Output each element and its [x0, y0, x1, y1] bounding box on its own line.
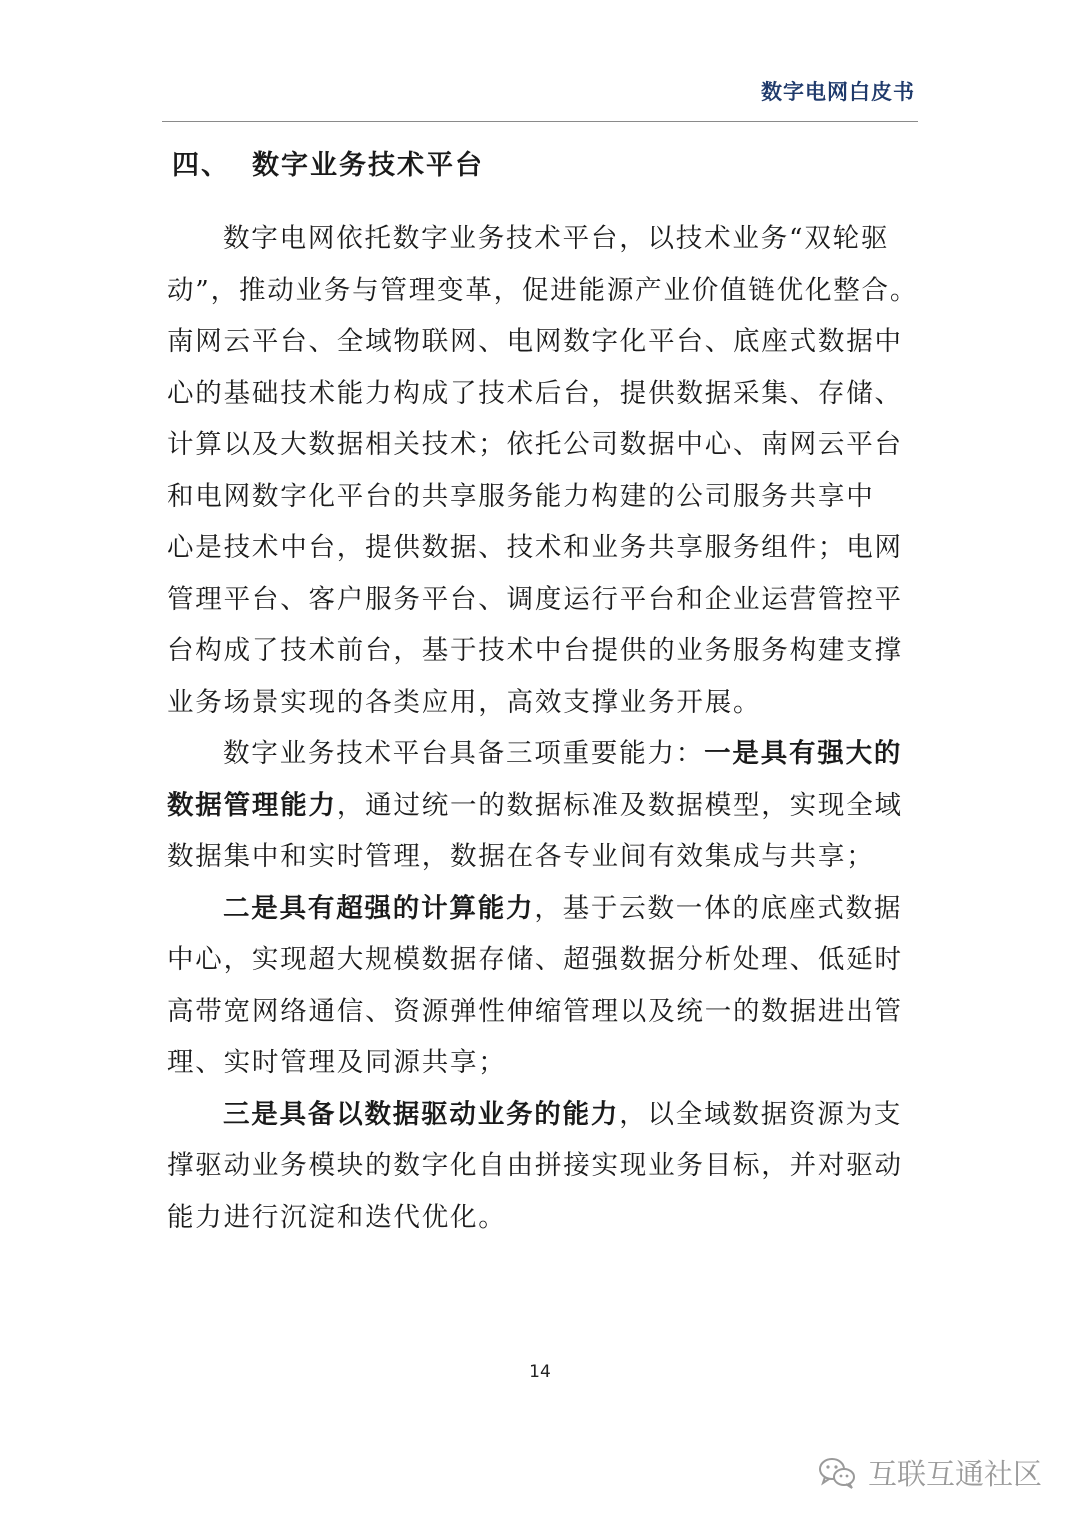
paragraph-1-line: 管理平台、客户服务平台、调度运行平台和企业运营管控平	[167, 583, 903, 615]
paragraph-1-line: 心的基础技术能力构成了技术后台，提供数据采集、存储、	[167, 377, 903, 409]
page-number: 14	[529, 1362, 551, 1382]
paragraph-2-bold: 一是具有强大的数据管理能力	[167, 738, 903, 821]
paragraph-4-bold: 三是具备以数据驱动业务的能力	[223, 1098, 620, 1130]
paragraph-4-rest: ，以全域数据资源为支撑驱动业务模块的数字化自由拼接实现业务目标，并对驱动能力进行沉淀和迭代优化。	[167, 1098, 903, 1233]
paragraph-1-line: 数字电网依托数字业务技术平台，以技术业务“双轮驱	[223, 223, 890, 254]
paragraph-3-bold: 二是具有超强的计算能力	[223, 892, 535, 924]
paragraph-1-line: 动”，推动业务与管理变革，促进能源产业价值链优化整合。	[167, 274, 919, 306]
section-number: 四、	[172, 150, 230, 181]
watermark-text: 互联互通社区	[867, 1457, 1042, 1491]
section-heading	[172, 143, 484, 182]
body-text	[167, 213, 917, 1243]
paragraph-1-line: 业务场景实现的各类应用，高效支撑业务开展。	[167, 686, 762, 718]
paragraph-1	[167, 213, 917, 728]
header-title: 数字电网白皮书	[761, 80, 915, 104]
paragraph-2-rest: ，通过统一的数据标准及数据模型，实现全域数据集中和实时管理，数据在各专业间有效集成与共享；	[167, 789, 903, 872]
paragraph-3-rest: ，基于云数一体的底座式数据中心，实现超大规模数据存储、超强数据分析处理、低延时高带宽网络通信、资源弹性伸缩管理以及统一的数据进出管理、实时管理及同源共享；	[167, 892, 903, 1078]
paragraph-3	[167, 883, 917, 1089]
paragraph-1-line: 南网云平台、全域物联网、电网数字化平台、底座式数据中	[167, 326, 903, 357]
paragraph-1-line: 心是技术中台，提供数据、技术和业务共享服务组件；电网	[167, 532, 903, 563]
wechat-icon	[818, 1456, 856, 1490]
paragraph-4	[167, 1089, 917, 1244]
watermark	[818, 1452, 1042, 1493]
paragraph-2-intro: 数字业务技术平台具备三项重要能力：	[223, 738, 705, 769]
paragraph-1-line: 和电网数字化平台的共享服务能力构建的公司服务共享中	[167, 480, 875, 512]
header-divider	[162, 121, 918, 122]
paragraph-1-line: 计算以及大数据相关技术；依托公司数据中心、南网云平台	[167, 429, 903, 460]
section-title: 数字业务技术平台	[252, 150, 484, 181]
paragraph-2	[167, 728, 917, 883]
paragraph-1-line: 台构成了技术前台，基于技术中台提供的业务服务构建支撑	[167, 635, 903, 666]
